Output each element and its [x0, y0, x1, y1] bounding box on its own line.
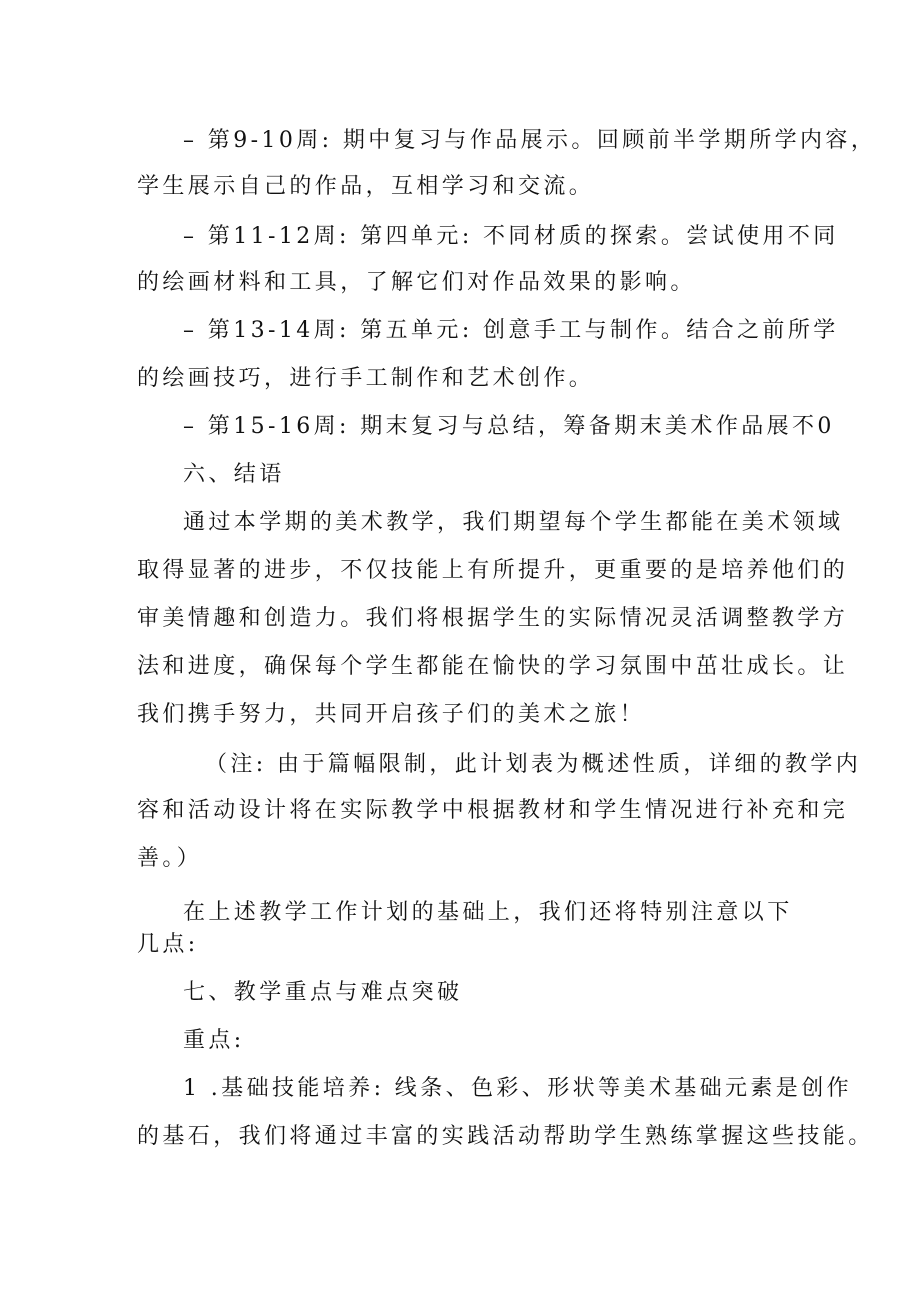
text-line: 几点:	[137, 932, 199, 957]
note-line: 善。）	[137, 846, 203, 871]
text-line: – 第9-10周: 期中复习与作品展示。回顾前半学期所学内容，	[183, 128, 877, 153]
text-line: – 第13-14周: 第五单元: 创意手工与制作。结合之前所学	[183, 318, 839, 343]
section-heading: 六、结语	[183, 462, 285, 487]
note-line: 容和活动设计将在实际教学中根据教材和学生情况进行补充和完	[137, 798, 849, 823]
note-line: （注: 由于篇幅限制，此计划表为概述性质，详细的教学内	[205, 752, 862, 777]
text-line: 1 .基础技能培养: 线条、色彩、形状等美术基础元素是创作	[183, 1076, 852, 1101]
text-line: 取得显著的进步，不仅技能上有所提升，更重要的是培养他们的	[137, 558, 849, 583]
text-line: 的绘画技巧，进行手工制作和艺术创作。	[137, 366, 595, 391]
text-line: 的绘画材料和工具，了解它们对作品效果的影响。	[137, 270, 696, 295]
text-line: 通过本学期的美术教学，我们期望每个学生都能在美术领域	[183, 510, 844, 535]
text-line: 法和进度，确保每个学生都能在愉快的学习氛围中茁壮成长。让	[137, 654, 849, 679]
text-line: – 第15-16周: 期末复习与总结，筹备期末美术作品展不0	[183, 414, 835, 439]
text-line: 的基石，我们将通过丰富的实践活动帮助学生熟练掌握这些技能。	[137, 1124, 874, 1149]
text-line: 审美情趣和创造力。我们将根据学生的实际情况灵活调整教学方	[137, 606, 849, 631]
subheading: 重点:	[183, 1028, 245, 1053]
text-line: 在上述教学工作计划的基础上，我们还将特别注意以下	[183, 900, 793, 925]
text-line: 学生展示自己的作品，互相学习和交流。	[137, 174, 595, 199]
text-line: 我们携手努力，共同开启孩子们的美术之旅！	[137, 702, 646, 727]
text-line: – 第11-12周: 第四单元: 不同材质的探索。尝试使用不同	[183, 224, 839, 249]
section-heading: 七、教学重点与难点突破	[183, 980, 463, 1005]
